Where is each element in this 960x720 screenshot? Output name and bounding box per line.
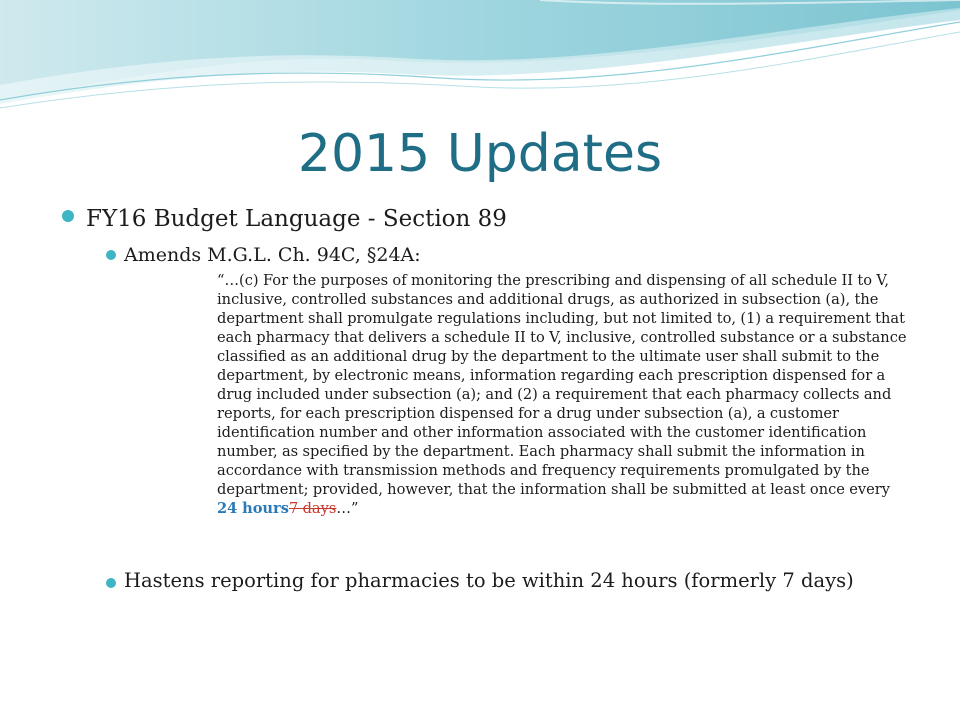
quote-main-text: “…(c) For the purposes of monitoring the prescribing and dispensing of all schedule II to V, inclusive, controlled substances and additional drugs, as authorized in subsection (a), the department shall promulgate regulations including, but not limited to, (1) a requirement that each pharmacy that delivers a schedule II to V, inclusive, controlled substance or a substance classified as an additional drug by the department to the ultimate user shall submit to the department, by electronic means, information regarding each prescription dispensed for a drug included under subsection (a); and (2) a requirement that each pharmacy collects and reports, for each prescription dispensed for a drug under subsection (a), a customer identification number and other information associated with the customer identification number, as specified by the department. Each pharmacy shall submit the information in accordance with transmission methods and frequency requirements promulgated by the department; provided, however, that the information shall be submitted at least once every <box>217 272 907 498</box>
bullet-dot-icon <box>106 250 116 260</box>
quote-new-text: 24 hours <box>217 500 289 517</box>
bullet-fy16-budget: FY16 Budget Language - Section 89 <box>86 206 507 232</box>
slide-title: 2015 Updates <box>297 124 663 184</box>
bullet-amends-mgl: Amends M.G.L. Ch. 94C, §24A: <box>124 244 421 266</box>
bullet-hastens-reporting: Hastens reporting for pharmacies to be within 24 hours (formerly 7 days) <box>124 569 854 592</box>
statute-quote <box>217 271 907 518</box>
bullet-dot-icon <box>62 210 74 222</box>
bullet-dot-icon <box>106 578 116 588</box>
quote-struck-text: 7 days <box>288 500 337 517</box>
header-wave-decoration <box>0 0 960 130</box>
quote-end-text: …” <box>336 500 359 517</box>
